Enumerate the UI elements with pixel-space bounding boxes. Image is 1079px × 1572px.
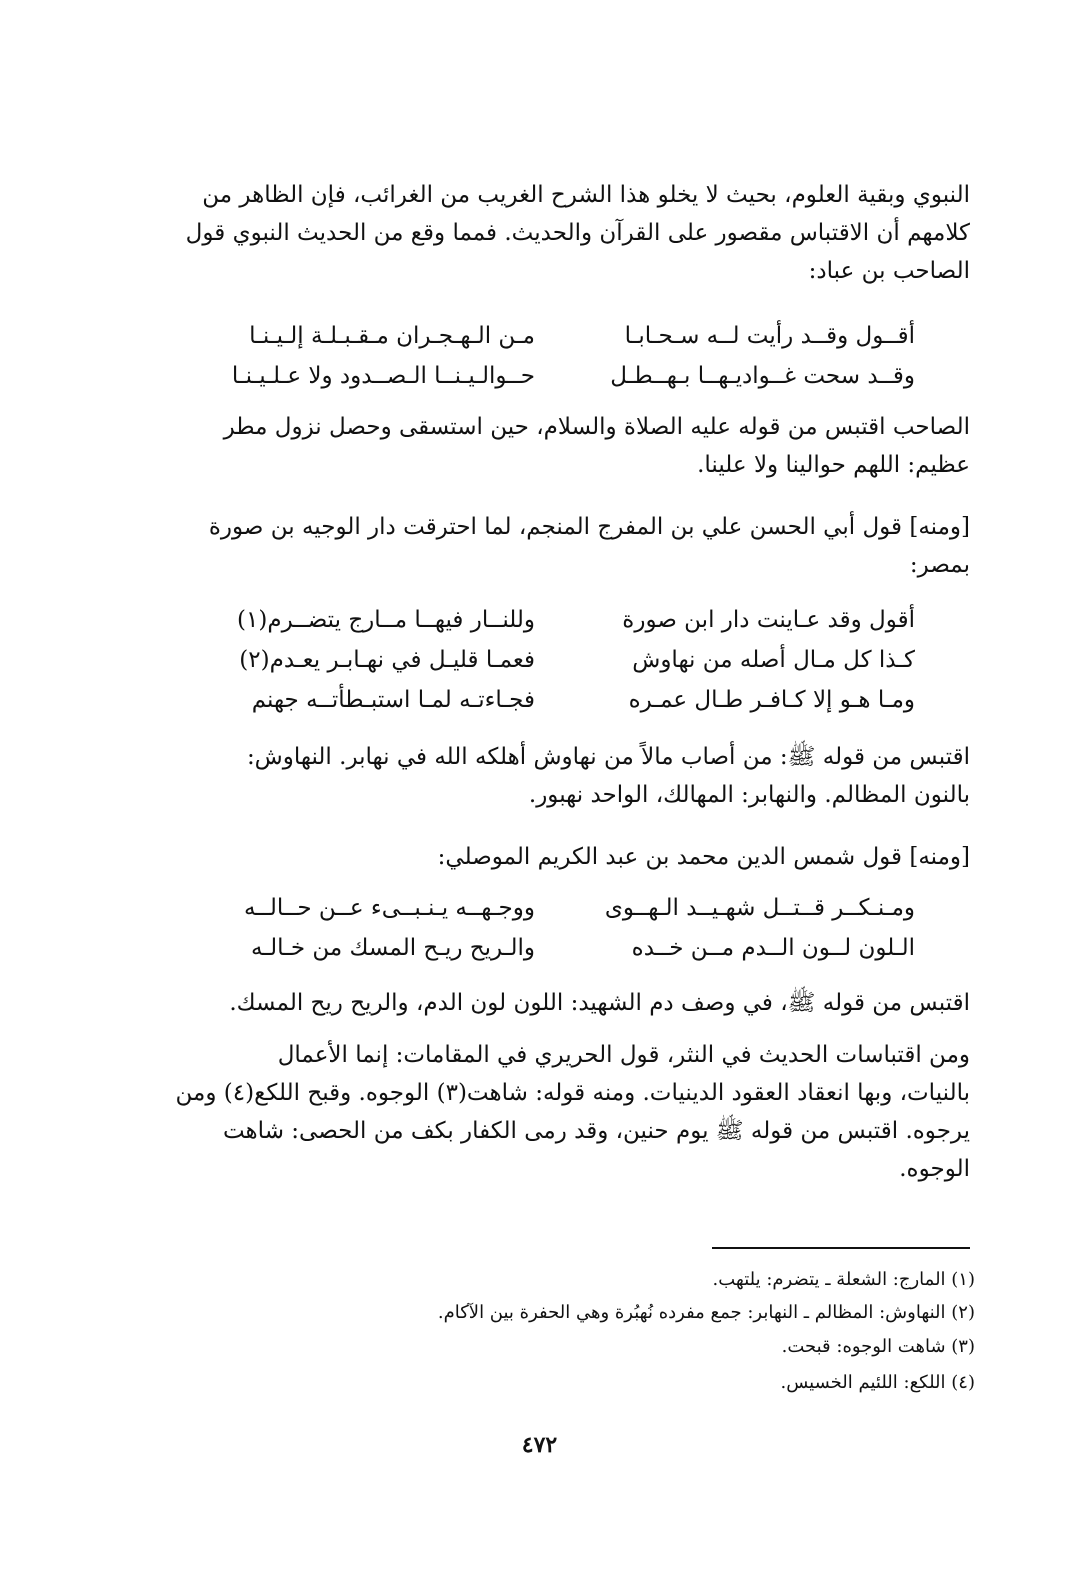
paragraph-intro-3 [140,838,970,876]
footnote-1: (١) المارج: الشعلة ـ يتضرم: يلتهب. [712,1269,975,1290]
text-line: الصاحب اقتبس من قوله عليه الصلاة والسلام، حين استسقى وحصل نزول مطر [223,414,970,440]
verse-second-hemistich: فعمـا قليـل في نهـابـر يعـدم(٢) [239,647,535,673]
footnote-2: (٢) النهاوش: المظالم ـ النهابر: جمع مفرده نُهبُرة وهي الحفرة بين الآكام. [437,1302,975,1323]
verse-line [195,928,915,968]
verse-line [195,640,915,680]
text-line: الوجوه. [899,1156,970,1182]
verse-line [195,600,915,640]
verse-second-hemistich: وللنــار فيهــا مــارج يتضــرم(١) [237,607,535,633]
paragraph-commentary-2 [140,738,970,814]
text-line: اقتبس من قوله ﷺ، في وصف دم الشهيد: اللون لون الدم، والريح ريح المسك. [229,990,970,1016]
text-line: [ومنه] قول شمس الدين محمد بن عبد الكريم الموصلي: [437,844,970,870]
text-line: بمصر: [909,552,970,578]
paragraph-intro-2 [140,508,970,584]
verse-first-hemistich: كـذا كل مـال أصله من نهاوش [632,647,915,673]
verse-group-1 [195,316,915,396]
footnote-separator [712,1247,970,1249]
verse-group-3 [195,888,915,968]
verse-line [195,356,915,396]
verse-line [195,316,915,356]
verse-line [195,888,915,928]
paragraph-commentary-3 [140,984,970,1022]
text-line: اقتبس من قوله ﷺ: من أصاب مالاً من نهاوش أهلكه الله في نهابر. النهاوش: [246,744,970,770]
text-line: عظيم: اللهم حوالينا ولا علينا. [697,452,970,478]
verse-first-hemistich: أقول وقد عـاينت دار ابن صورة [622,607,915,633]
text-line: النبوي وبقية العلوم، بحيث لا يخلو هذا الشرح الغريب من الغرائب، فإن الظاهر من [202,182,970,208]
footnote-3: (٣) شاهت الوجوه: قبحت. [781,1336,975,1357]
verse-second-hemistich: والـريح ريـح المسك من خـالـه [251,935,535,961]
text-line: الصاحب بن عباد: [808,258,970,284]
text-line: بالنيات، وبها انعقاد العقود الدينيات. ومنه قوله: شاهت(٣) الوجوه. وقبح اللكع(٤) ومن [175,1080,970,1106]
verse-first-hemistich: أقــول وقــد رأيت لــه سـحـابـا [624,323,915,349]
paragraph-intro [140,176,970,290]
text-line: يرجوه. اقتبس من قوله ﷺ يوم حنين، وقد رمى الكفار بكف من الحصى: شاهت [222,1118,970,1144]
verse-line [195,680,915,720]
text-line: [ومنه] قول أبي الحسن علي بن المفرج المنجم، لما احترقت دار الوجيه بن صورة [208,514,970,540]
verse-first-hemistich: ومـا هـو إلا كـافـر طـال عمـره [628,687,915,713]
verse-first-hemistich: ومـنـكــر قــتــل شهـيــد الـهــوى [604,895,915,921]
verse-second-hemistich: ووجـهــه يـنـبــىء عــن حــالــه [244,895,535,921]
text-line: كلامهم أن الاقتباس مقصور على القرآن والحديث. فمما وقع من الحديث النبوي قول [185,220,970,246]
text-line: ومن اقتباسات الحديث في النثر، قول الحريري في المقامات: إنما الأعمال [277,1042,970,1068]
footnote-4: (٤) اللكع: اللئيم الخسيس. [780,1372,975,1393]
verse-second-hemistich: حــوالـيـنــا الـصــدود ولا عـلـيـنـا [231,363,535,389]
verse-first-hemistich: وقــد سحت غــواديـهــا بـهــطـل [610,363,915,389]
verse-second-hemistich: مـن الـهـجـران مـقـبـلـة إلـيـنـا [249,323,535,349]
text-line: بالنون المظالم. والنهابر: المهالك، الواحد نهبور. [528,782,970,808]
verse-second-hemistich: فجـاءتـه لمـا استبـطأتــه جهنم [251,687,535,713]
verse-group-2 [195,600,915,720]
paragraph-commentary-1 [140,408,970,484]
paragraph-prose-quotes [140,1036,970,1188]
page-number: ٤٧٢ [521,1432,558,1458]
verse-first-hemistich: الـلون لــون الــدم مــن خــده [631,935,915,961]
